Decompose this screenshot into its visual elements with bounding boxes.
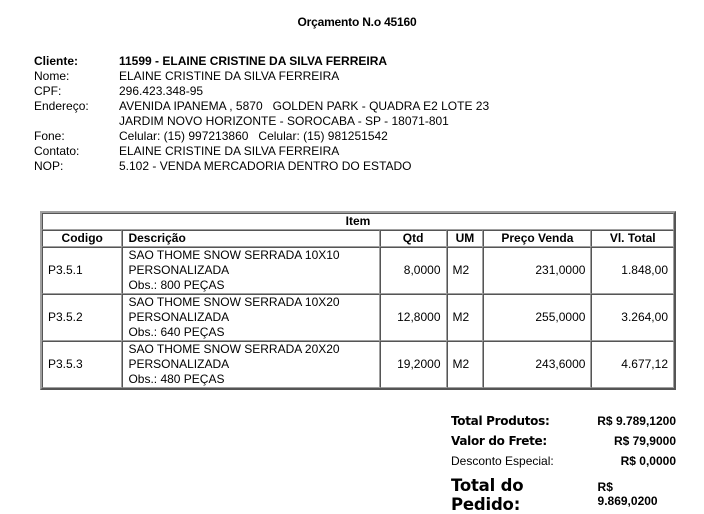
cell-descricao (122, 341, 379, 388)
column-header-vl-total: Vl. Total (591, 230, 674, 247)
description-line: PERSONALIZADA (128, 263, 230, 277)
description-obs: Obs.: 480 PEÇAS (128, 372, 225, 386)
cell-qtd: 19,2000 (380, 341, 447, 388)
field-value: ELAINE CRISTINE DA SILVA FERREIRA (119, 144, 340, 158)
cell-um: M2 (447, 247, 484, 294)
client-row-endereco (34, 99, 489, 114)
description-line: PERSONALIZADA (128, 357, 230, 371)
field-label (34, 114, 119, 129)
valor-frete-value: R$ 79,9000 (613, 434, 676, 448)
description-obs: Obs.: 640 PEÇAS (128, 325, 225, 339)
cell-um: M2 (447, 294, 484, 341)
desconto-especial (451, 454, 676, 474)
cell-codigo: P3.5.2 (42, 294, 122, 341)
field-label: Cliente: (34, 54, 79, 68)
valor-frete-label: Valor do Frete: (451, 434, 547, 448)
cell-preco-venda: 243,6000 (483, 341, 591, 388)
column-header-um: UM (447, 230, 484, 247)
description-line: PERSONALIZADA (128, 310, 230, 324)
client-info (34, 54, 489, 174)
description-line: SAO THOME SNOW SERRADA 10X10 (128, 248, 340, 262)
column-header-preco-venda: Preço Venda (483, 230, 591, 247)
client-row-cpf (34, 84, 489, 99)
client-row-fone (34, 129, 489, 144)
items-table (40, 211, 676, 390)
column-header-qtd: Qtd (380, 230, 447, 247)
section-title: Item (42, 213, 674, 230)
field-label: NOP: (34, 159, 64, 173)
cell-qtd: 12,8000 (380, 294, 447, 341)
field-label: Contato: (34, 144, 80, 158)
cell-preco-venda: 255,0000 (483, 294, 591, 341)
cell-vl-total: 1.848,00 (591, 247, 674, 294)
cell-codigo: P3.5.1 (42, 247, 122, 294)
client-row-nome (34, 69, 489, 84)
cell-codigo: P3.5.3 (42, 341, 122, 388)
field-label: Fone: (34, 129, 65, 143)
field-value: Celular: (15) 997213860 Celular: (15) 981251542 (119, 129, 388, 143)
client-row-cliente (34, 54, 489, 69)
field-value: 5.102 - VENDA MERCADORIA DENTRO DO ESTADO (119, 159, 412, 173)
cell-descricao (122, 247, 379, 294)
field-label: Nome: (34, 69, 70, 83)
client-row-contato (34, 144, 489, 159)
table-row (42, 294, 674, 341)
cell-vl-total: 4.677,12 (591, 341, 674, 388)
column-header-descricao: Descrição (122, 230, 379, 247)
field-label: Endereço: (34, 99, 89, 113)
totals-summary (451, 414, 676, 514)
total-pedido-value: R$ 9.869,0200 (597, 480, 658, 508)
field-value: JARDIM NOVO HORIZONTE - SOROCABA - SP - 18071-801 (119, 114, 449, 128)
field-value: 11599 - ELAINE CRISTINE DA SILVA FERREIRA (119, 54, 388, 68)
client-row-endereco-2 (34, 114, 489, 129)
valor-frete (451, 434, 676, 454)
description-line: SAO THOME SNOW SERRADA 20X20 (128, 342, 340, 356)
total-pedido-label: Total do Pedido: (451, 476, 524, 514)
description-obs: Obs.: 800 PEÇAS (128, 278, 225, 292)
field-value: 296.423.348-95 (119, 84, 204, 98)
total-produtos-value: R$ 9.789,1200 (597, 414, 676, 428)
total-produtos (451, 414, 676, 434)
column-header-codigo: Codigo (42, 230, 122, 247)
client-row-nop (34, 159, 489, 174)
desconto-especial-label: Desconto Especial: (451, 454, 554, 468)
field-value: ELAINE CRISTINE DA SILVA FERREIRA (119, 69, 340, 83)
table-column-headers (42, 230, 674, 247)
description-line: SAO THOME SNOW SERRADA 10X20 (128, 295, 340, 309)
cell-descricao (122, 294, 379, 341)
table-section-header (42, 213, 674, 230)
page-title: Orçamento N.o 45160 (297, 15, 417, 29)
table-row (42, 341, 674, 388)
table-row (42, 247, 674, 294)
cell-qtd: 8,0000 (380, 247, 447, 294)
cell-vl-total: 3.264,00 (591, 294, 674, 341)
desconto-especial-value: R$ 0,0000 (620, 454, 676, 468)
field-label: CPF: (34, 84, 62, 98)
total-pedido (451, 476, 676, 514)
field-value: AVENIDA IPANEMA , 5870 GOLDEN PARK - QUADRA E2 LOTE 23 (119, 99, 490, 113)
total-produtos-label: Total Produtos: (451, 414, 550, 428)
cell-preco-venda: 231,0000 (483, 247, 591, 294)
cell-um: M2 (447, 341, 484, 388)
